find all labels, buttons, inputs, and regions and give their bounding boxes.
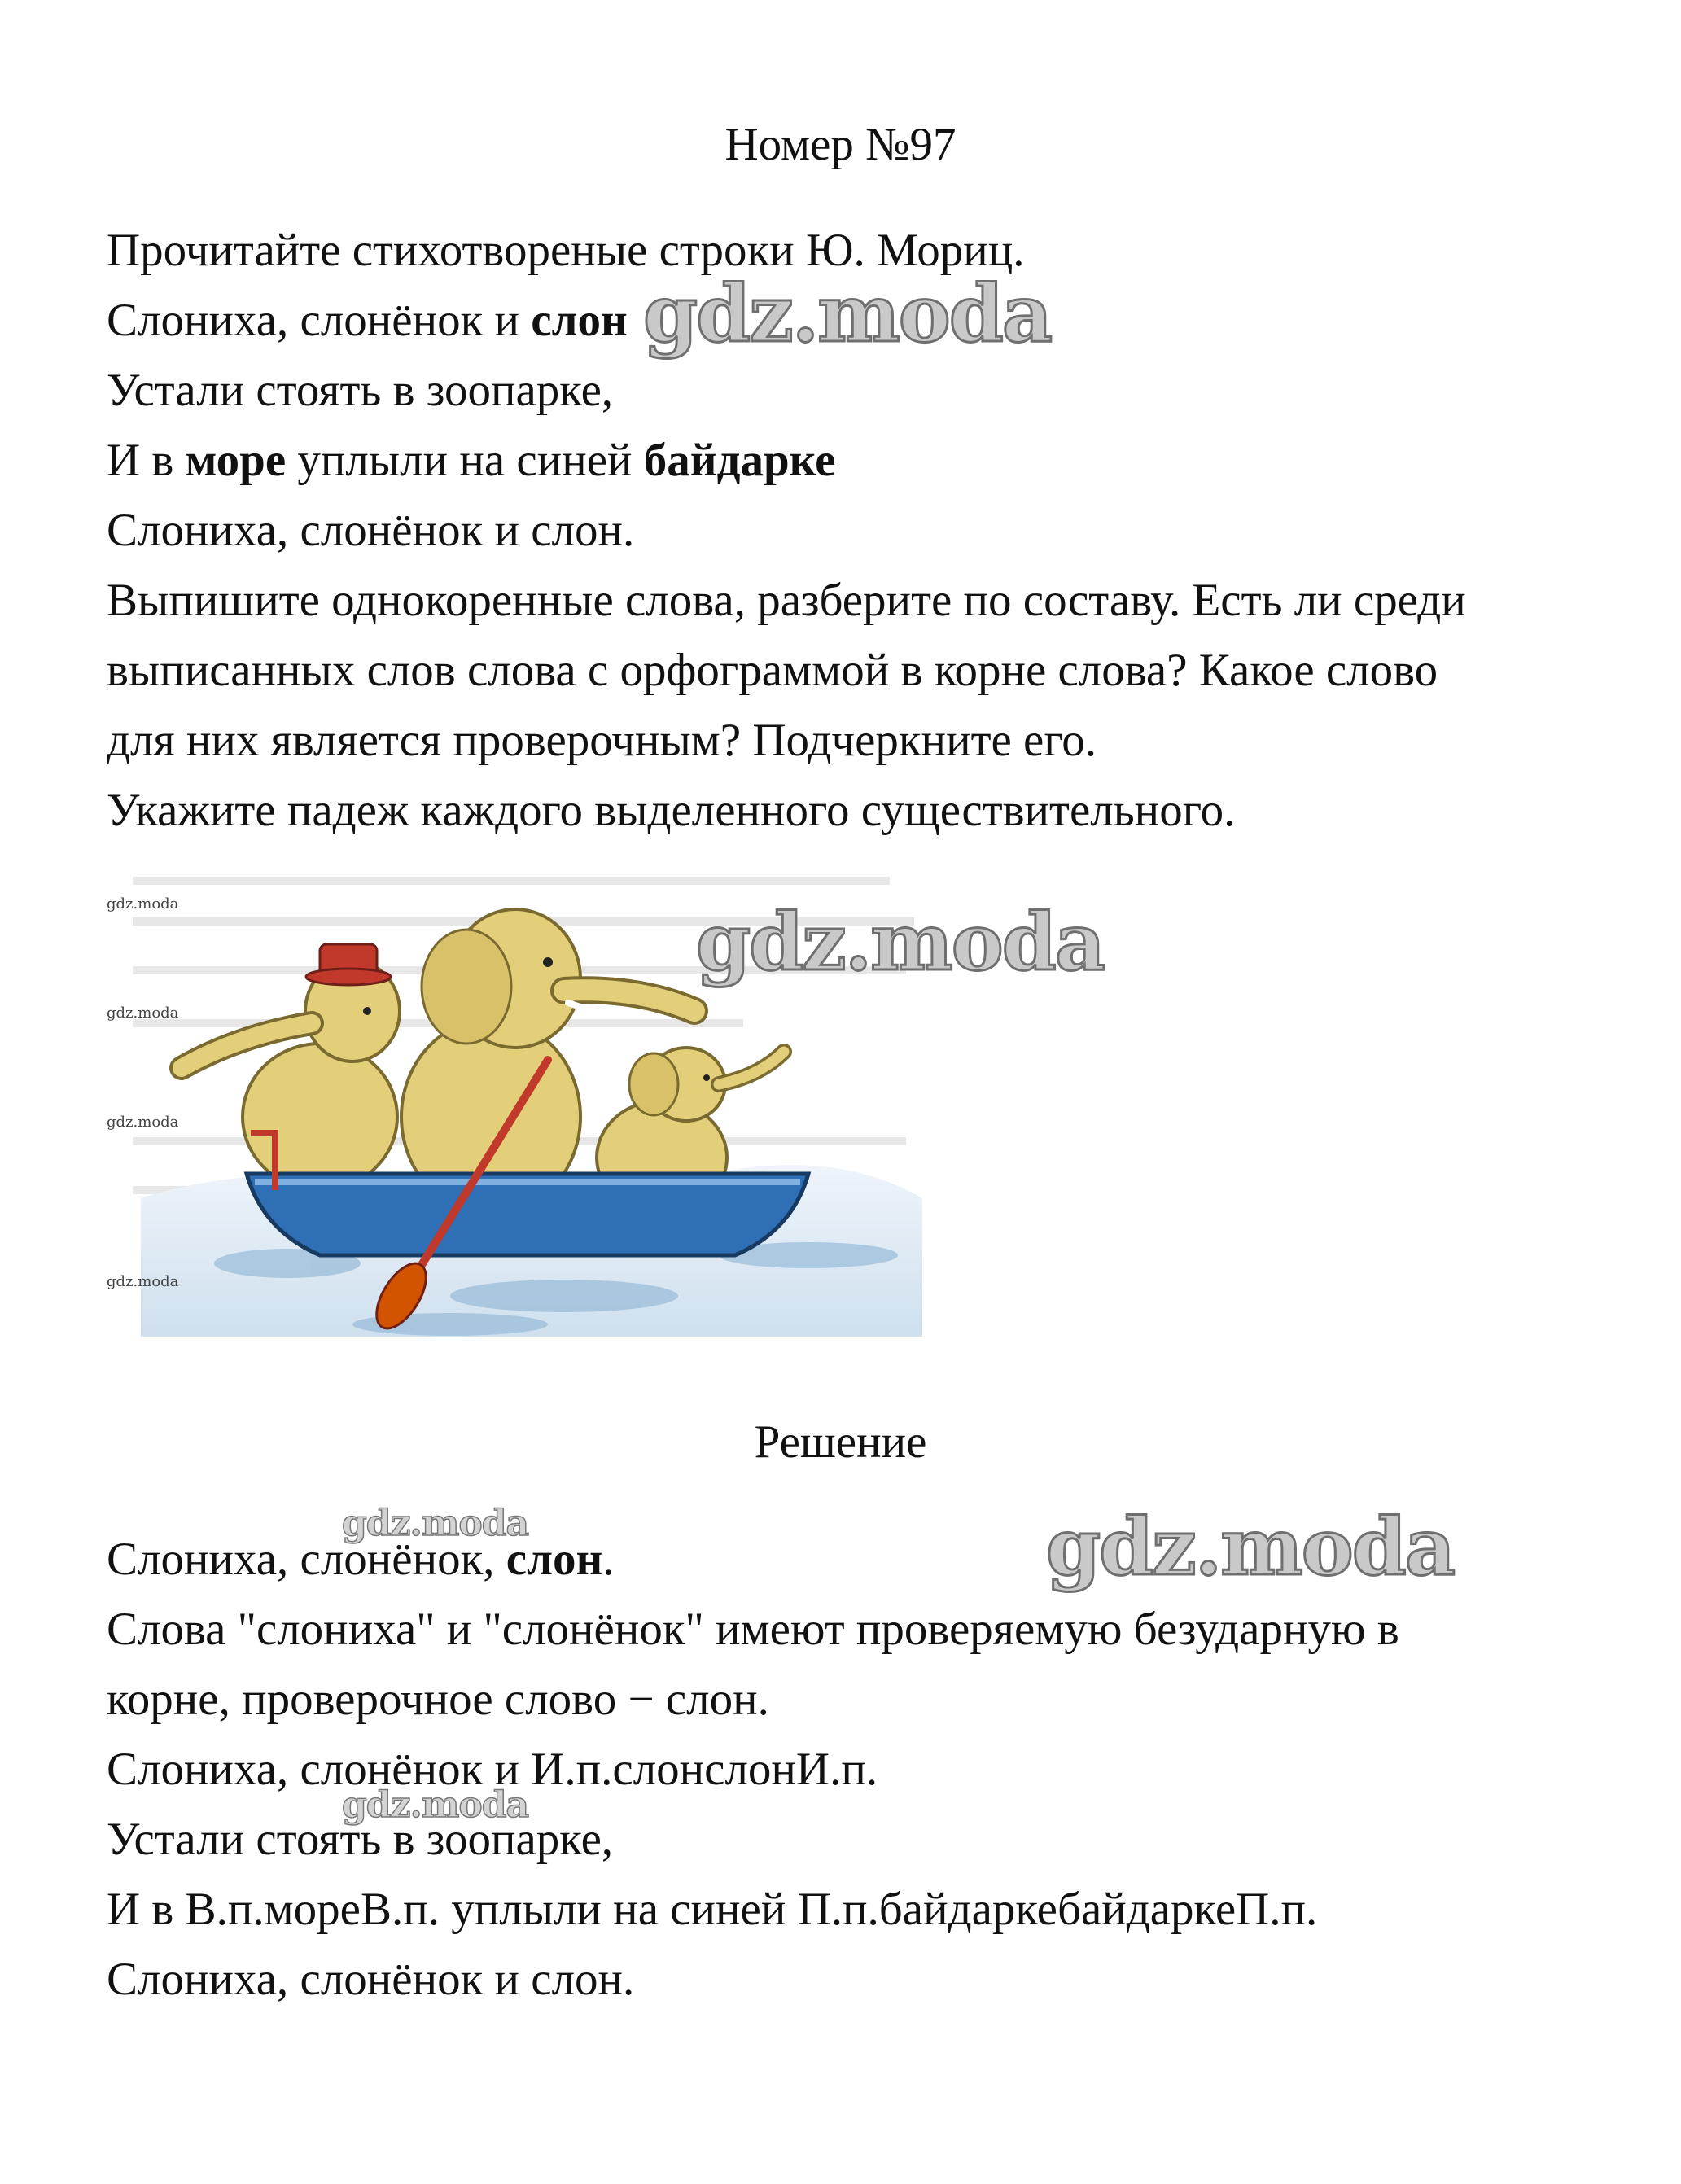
task-question-2: выписанных слов слова с орфограммой в корне слова? Какое слово: [107, 645, 1438, 696]
solution-line-3: корне, проверочное слово − слон.: [107, 1674, 769, 1725]
solution-line-4: Слониха, слонёнок и И.п.слонслонИ.п.: [107, 1744, 878, 1795]
watermark-small-1: gdz.moda: [107, 895, 179, 913]
solution-line-7: Слониха, слонёнок и слон.: [107, 1954, 635, 2005]
watermark-small-2: gdz.moda: [107, 1004, 179, 1022]
task-question-4: Укажите падеж каждого выделенного существительного.: [107, 785, 1236, 836]
poem-line-3: И в море уплыли на синей байдарке: [107, 435, 836, 486]
solution-line-6: И в В.п.мореВ.п. уплыли на синей П.п.байдаркебайдаркеП.п.: [107, 1884, 1318, 1935]
watermark-small-3: gdz.moda: [107, 1114, 179, 1131]
task-question-1: Выпишите однокоренные слова, разберите по составу. Есть ли среди: [107, 575, 1466, 626]
watermark-small-4: gdz.moda: [107, 1273, 179, 1290]
watermark-4: gdz.moda: [342, 1503, 529, 1544]
solution-line-1: Слониха, слонёнок, слон.: [107, 1534, 615, 1585]
watermark-2: gdz.moda: [696, 896, 1105, 988]
highlighted-word-more: море: [185, 435, 287, 486]
poem-line-2: Устали стоять в зоопарке,: [107, 365, 614, 416]
poem-line-4: Слониха, слонёнок и слон.: [107, 505, 635, 556]
solution-line-2: Слова "слониха" и "слонёнок" имеют проверяемую безударную в: [107, 1604, 1399, 1655]
watermark-1: gdz.moda: [643, 268, 1052, 360]
solution-heading: Решение: [754, 1416, 927, 1468]
watermark-5: gdz.moda: [342, 1784, 529, 1826]
task-question-3: для них является проверочным? Подчеркните его.: [107, 715, 1097, 766]
watermark-3: gdz.moda: [1046, 1501, 1455, 1593]
page-title: Номер №97: [724, 119, 957, 170]
task-intro: Прочитайте стихотвореные строки Ю. Мориц.: [107, 225, 1025, 276]
highlighted-word-baidarke: байдарке: [643, 435, 836, 486]
poem-line-1: Слониха, слонёнок и слон: [107, 295, 628, 346]
solution-line-5: Устали стоять в зоопарке,: [107, 1814, 614, 1865]
highlighted-word-slon: слон: [531, 295, 628, 346]
